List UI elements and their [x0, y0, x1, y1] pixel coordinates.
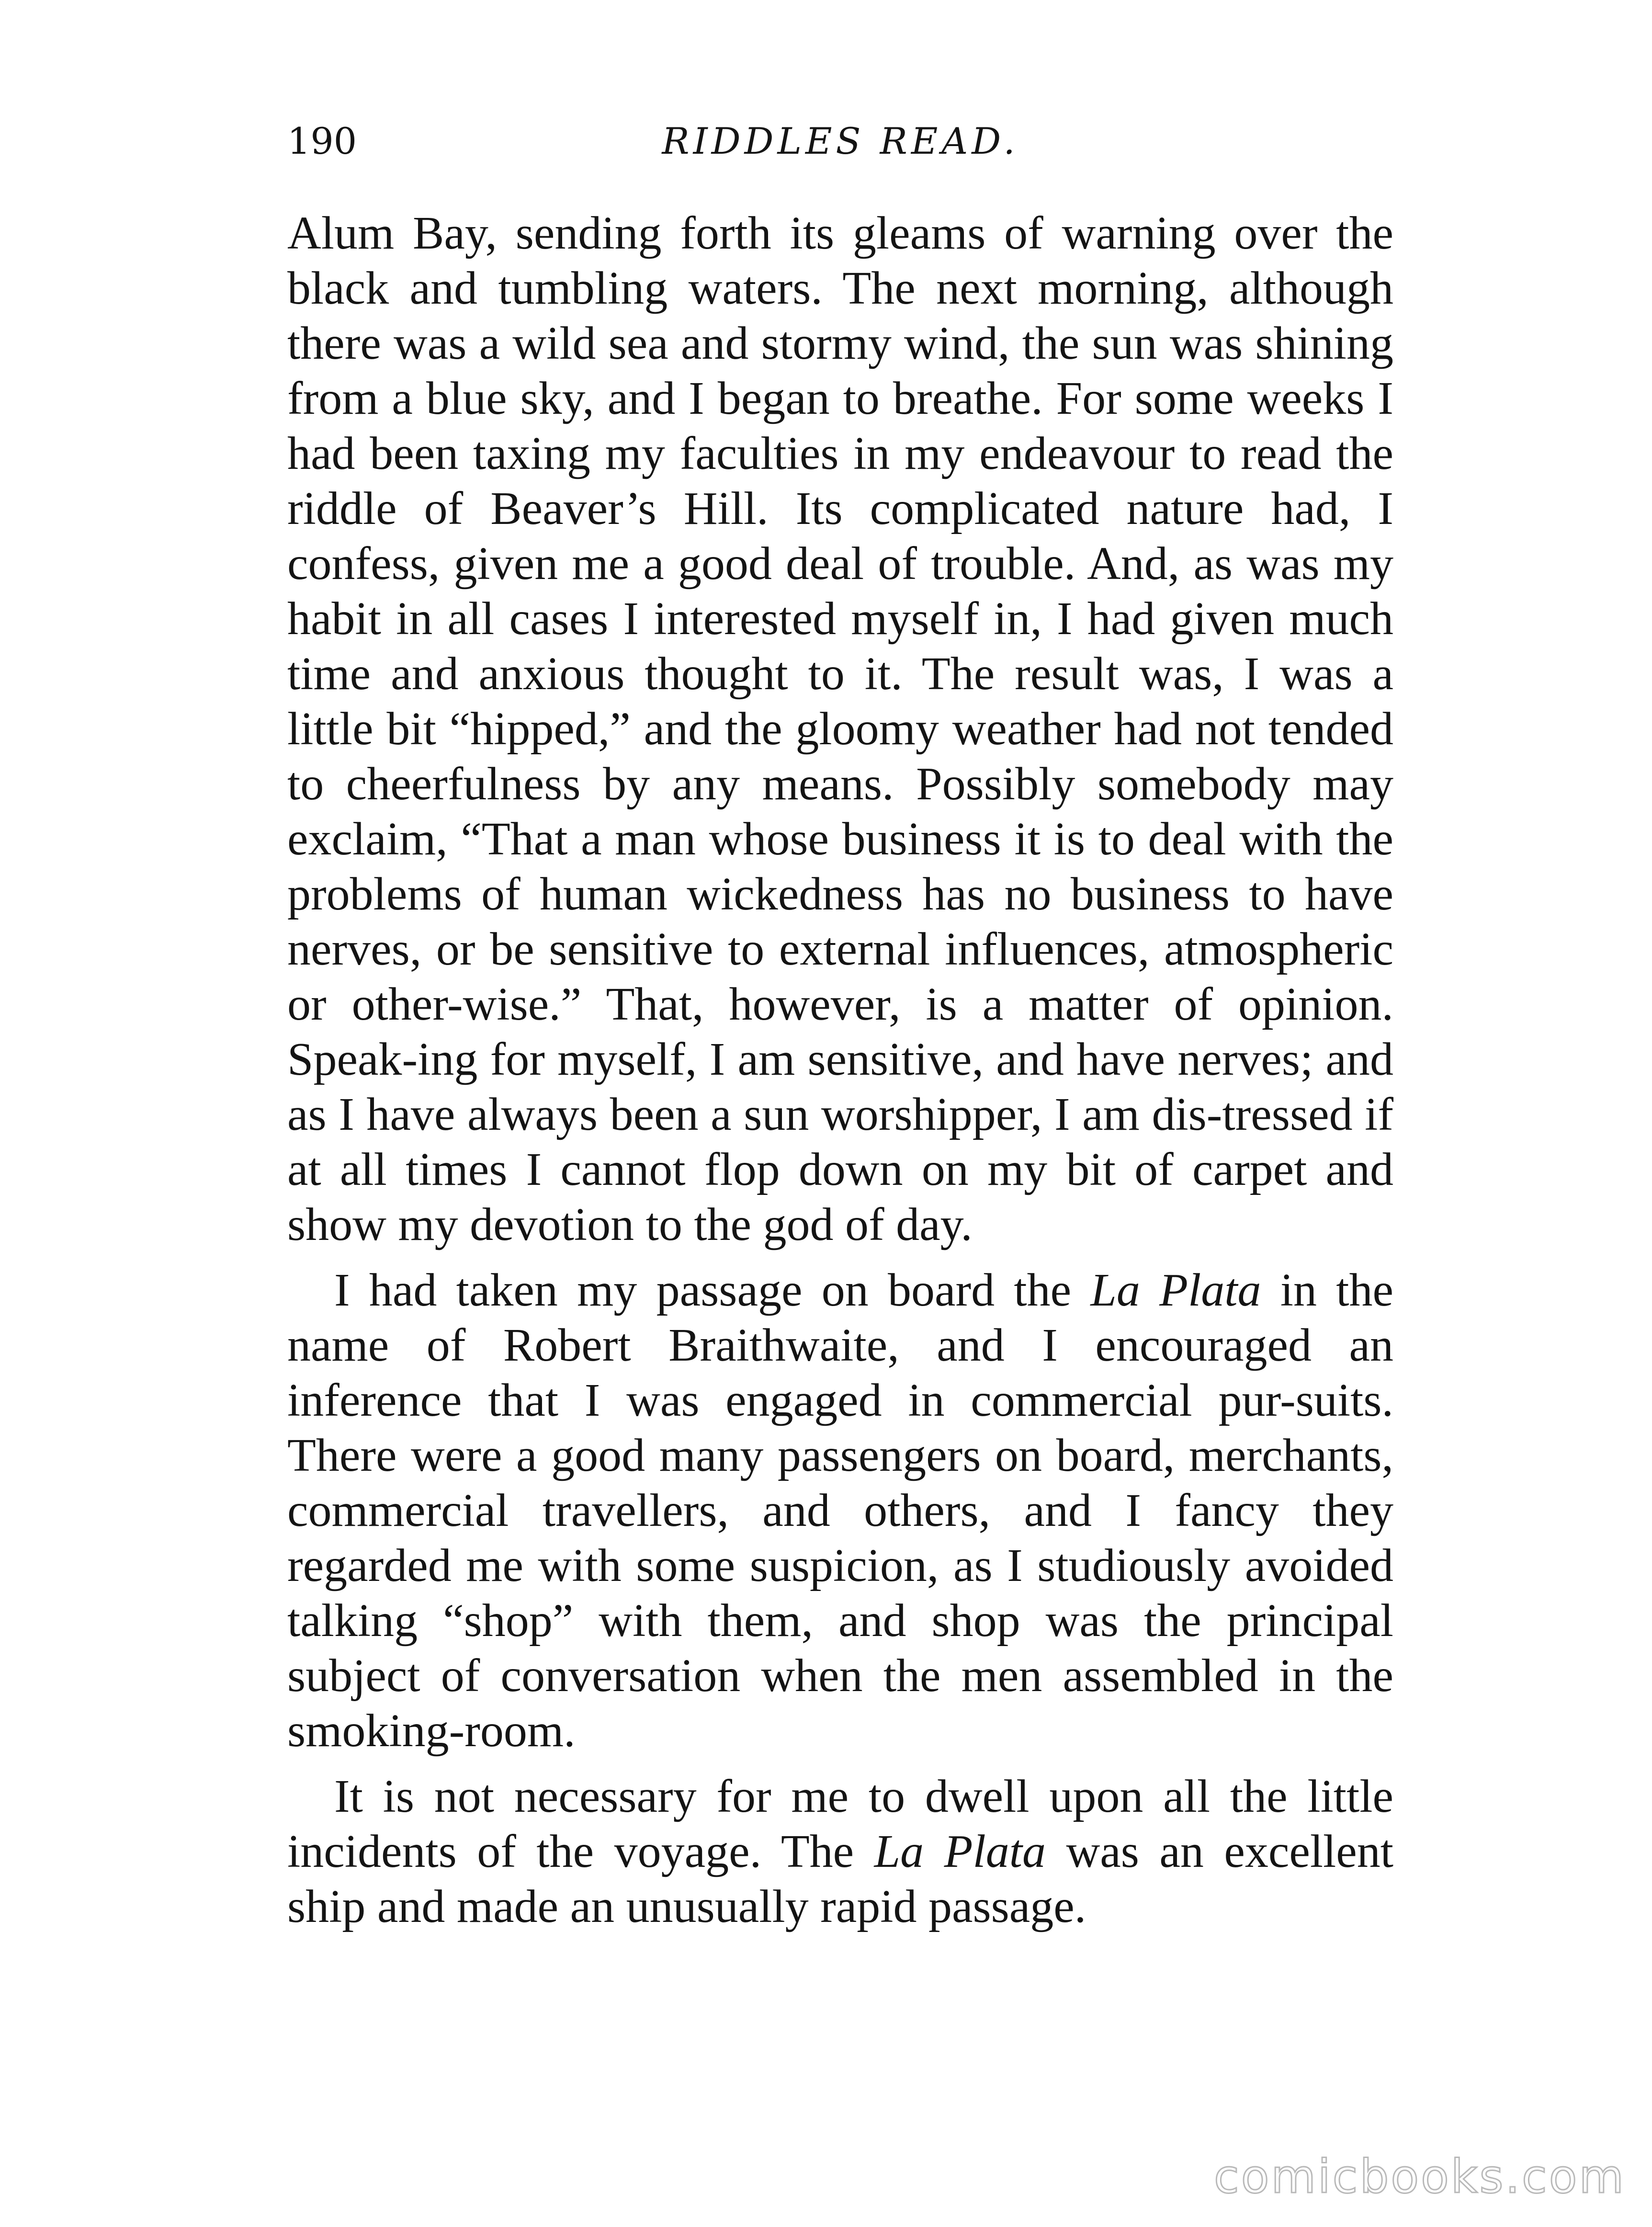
ship-name-italic: La Plata — [874, 1826, 1046, 1877]
paragraph-2-text-a: I had taken my passage on board the — [334, 1264, 1091, 1316]
watermark: comicbooks.com — [1213, 2150, 1626, 2204]
paragraph-3-text-a: It is not necessary for me to dwell upon all the little incidents of the voyage. The — [287, 1771, 1393, 1877]
paragraph-1-text: Alum Bay, sending forth its gleams of warning over the black and tumbling waters. The next morning, although there was a wild sea and stormy wind, the sun was shining from a blue sky, and I began to breathe. For some weeks I had been taxing my faculties in my endeavour to read the riddle of Beaver’s Hill. Its complicated nature had, I confess, given me a good deal of trouble. And, as was my habit in all cases I interested myself in, I had given much time and anxious thought to it. The result was, I was a little bit “hipped,” and the gloomy weather had not tended to cheerfulness by any means. Possibly somebody may exclaim, “That a man whose business it is to deal with the problems of human wickedness has no business to have nerves, or be sensitive to external influences, atmospheric or other-wise.” That, however, is a matter of opinion. Speak-ing for myself, I am sensitive, and have nerves; and as I have always been a sun worshipper, I am dis-tressed if at all times I cannot flop down on my bit of carpet and show my devotion to the god of day. — [287, 207, 1393, 1250]
running-head: RIDDLES READ. — [662, 120, 1019, 162]
paragraph-2 — [287, 1263, 1393, 1759]
body-text — [287, 206, 1393, 1934]
paragraph-3 — [287, 1769, 1393, 1934]
paragraph-1 — [287, 206, 1393, 1252]
paragraph-2-text-b: in the name of Robert Braithwaite, and I encouraged an inference that I was engaged in commercial pur-suits. There were a good many passengers on board, merchants, commercial travellers, and others, and I fancy they regarded me with some suspicion, as I studiously avoided talking “shop” with them, and shop was the principal subject of conversation when the men assembled in the smoking-room. — [287, 1264, 1393, 1757]
page-header — [287, 115, 1393, 172]
page-number: 190 — [287, 120, 357, 162]
ship-name-italic: La Plata — [1090, 1264, 1261, 1316]
paragraph-3-text-b: was an excellent ship and made an unusually rapid passage. — [287, 1826, 1394, 1932]
